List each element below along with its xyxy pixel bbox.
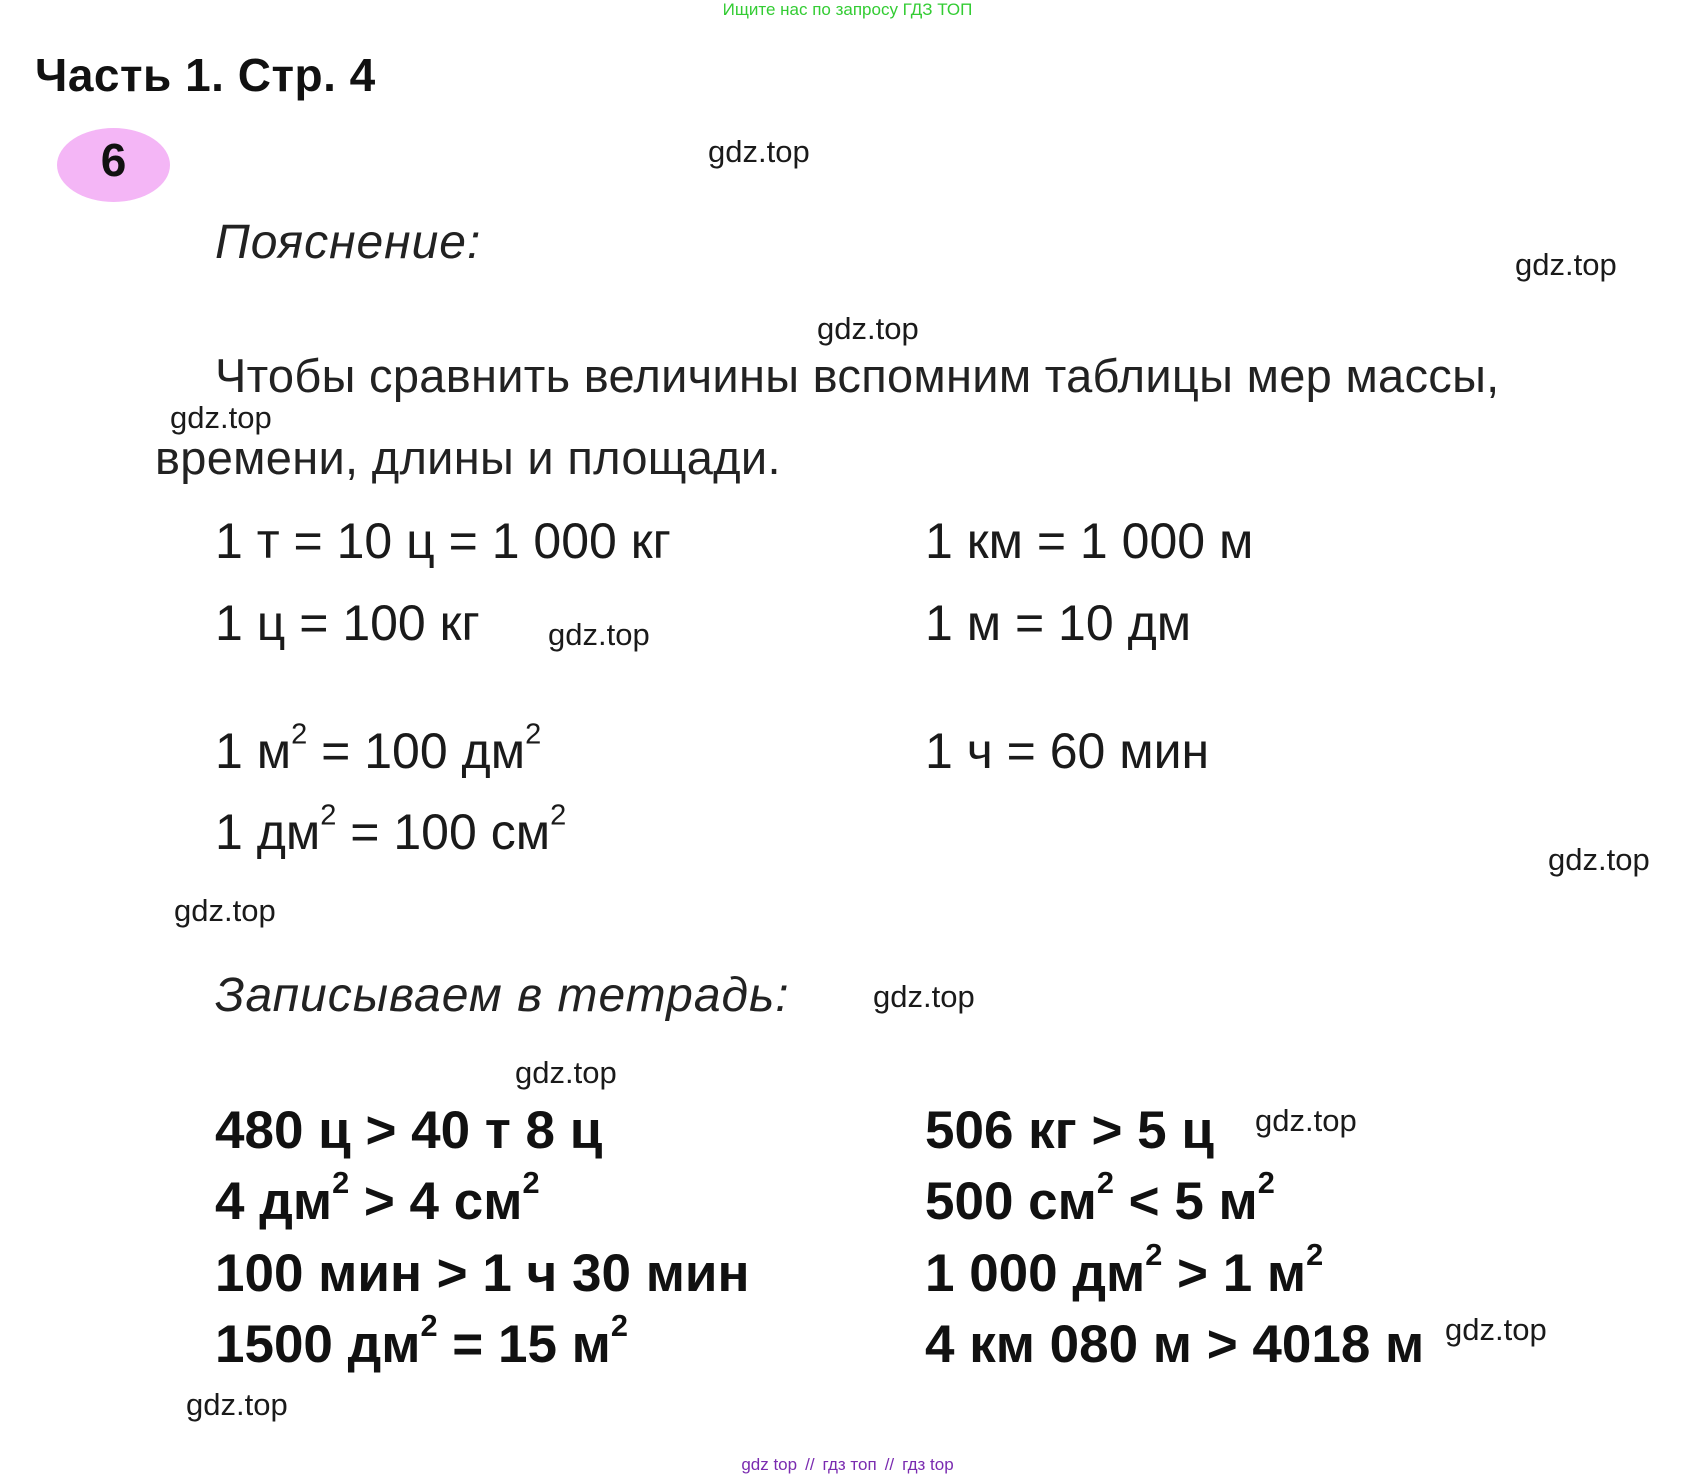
watermark: gdz.top [1255,1103,1357,1138]
answer-8: 4 км 080 м > 4018 м [925,1315,1425,1374]
task-number: 6 [100,134,127,186]
formula-length-m: 1 м = 10 дм [925,595,1192,651]
formula-mass-centner: 1 ц = 100 кг [215,595,480,651]
notebook-heading: Записываем в тетрадь: [215,969,790,1022]
watermark: gdz.top [708,134,810,169]
watermark: gdz.top [1445,1312,1547,1347]
footer-links [0,1455,1695,1475]
watermark: gdz.top [186,1387,288,1422]
footer-separator: // [884,1455,895,1474]
answer-5: 506 кг > 5 ц [925,1101,1214,1160]
explanation-line-1: Чтобы сравнить величины вспомним таблицы мер массы, [215,349,1500,402]
formula-area-m2: 1 $м^2 = 100$ $дм^2$ [215,718,542,779]
formula-length-km: 1 км = 1 000 м [925,513,1254,569]
formula-mass-tonne: 1 т = 10 ц = 1 000 кг [215,513,671,569]
footer-link-gdz-top[interactable]: gdz top [741,1455,798,1474]
watermark: gdz.top [548,617,650,652]
search-hint-banner: Ищите нас по запросу ГДЗ ТОП [722,0,973,19]
watermark: gdz.top [170,400,272,435]
answer-1: 480 ц > 40 т 8 ц [215,1101,603,1160]
formula-area-dm2: 1 $дм^2 = 100$ $см^2$ [215,799,567,860]
watermark: gdz.top [174,893,276,928]
watermark: gdz.top [1548,842,1650,877]
explanation-line-2: времени, длины и площади. [155,431,781,484]
answer-4: 1500 $дм^2 = 15$ $м^2$ [215,1307,628,1374]
formula-time-hour: 1 ч = 60 мин [925,723,1210,779]
footer-link-gdz-top-ru[interactable]: гдз топ [822,1455,877,1474]
watermark: gdz.top [817,311,919,346]
watermark: gdz.top [1515,247,1617,282]
watermark: gdz.top [515,1055,617,1090]
answer-3: 100 мин > 1 ч 30 мин [215,1244,750,1303]
answer-6: 500 $см^2 < 5$ $м^2$ [925,1164,1275,1231]
footer-separator: // [805,1455,815,1474]
page-title: Часть 1. Стр. 4 [35,49,376,101]
watermark: gdz.top [873,979,975,1014]
answer-7: 1 000 $дм^2 > 1$ $м^2$ [925,1236,1324,1303]
explanation-heading: Пояснение: [215,216,482,269]
footer-link-gdz-top-mixed[interactable]: гдз top [902,1455,954,1474]
answer-2: 4 $дм^2 > 4$ $см^2$ [215,1164,540,1231]
